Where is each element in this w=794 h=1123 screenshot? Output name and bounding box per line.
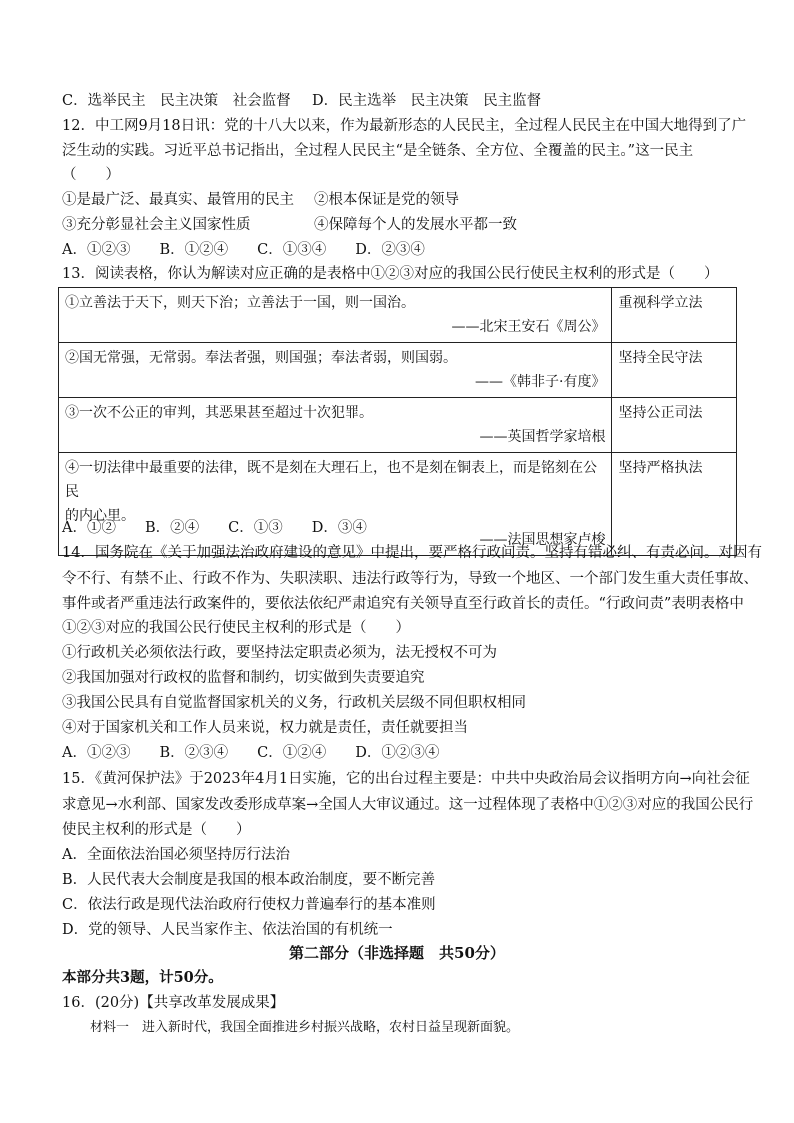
- table-cell-label: 坚持全民守法: [612, 343, 737, 398]
- q15-option-c: C．依法行政是现代法治政府行使权力普遍奉行的基本准则: [62, 897, 436, 913]
- q15-stem-line3: 使民主权利的形式是（ ）: [62, 822, 251, 838]
- q15-option-b: B．人民代表大会制度是我国的根本政治制度，要不断完善: [62, 872, 436, 888]
- q15-stem-line2: 求意见→水利部、国家发改委形成草案→全国人大审议通过。这一过程体现了表格中①②③对应的我国公民行: [62, 797, 754, 813]
- table-cell-label: 坚持公正司法: [612, 398, 737, 453]
- q16-material-1: 材料一 进入新时代，我国全面推进乡村振兴战略，农村日益呈现新面貌。: [90, 1020, 520, 1035]
- q14-stem-line1: 14．国务院在《关于加强法治政府建设的意见》中提出，要严格行政问责。坚持有错必纠、有责必问。对因有: [62, 545, 762, 561]
- q15-stem-line1: 15．《黄河保护法》于2023年4月1日实施，它的出台过程主要是：中共中央政治局会议指明方向→向社会征: [62, 771, 750, 787]
- quote-source: ——法国思想家卢梭: [479, 532, 606, 548]
- section-note: 本部分共3题，计50分。: [62, 969, 223, 986]
- q15-option-d: D．党的领导、人民当家作主、依法治国的有机统一: [62, 922, 393, 938]
- quote-text-cont: 的内心里。: [65, 508, 135, 524]
- q14-statement-4: ④对于国家机关和工作人员来说，权力就是责任，责任就要担当: [62, 720, 468, 736]
- table-row: [59, 343, 737, 398]
- q12-statement-2: ②根本保证是党的领导: [314, 192, 459, 208]
- table-row: [59, 288, 737, 343]
- q13-options: A．①② B．②④ C．①③ D．③④: [62, 520, 367, 536]
- q13-stem: 13．阅读表格，你认为解读对应正确的是表格中①②③对应的我国公民行使民主权利的形式是（ ）: [62, 266, 719, 282]
- table-cell-quote: [59, 343, 612, 398]
- quote-source: ——北宋王安石《周公》: [451, 319, 606, 335]
- quote-source: ——英国哲学家培根: [479, 429, 606, 445]
- q13-table: [58, 287, 737, 556]
- q12-statement-3: ③充分彰显社会主义国家性质: [62, 217, 251, 233]
- table-cell-label: 重视科学立法: [612, 288, 737, 343]
- q11-option-c: C．选举民主 民主决策 社会监督: [62, 93, 291, 109]
- table-cell-label: 坚持严格执法: [612, 453, 737, 556]
- quote-text: ④一切法律中最重要的法律，既不是刻在大理石上，也不是刻在铜表上，而是铭刻在公民: [65, 460, 597, 500]
- table-cell-quote: [59, 288, 612, 343]
- table-cell-quote: [59, 398, 612, 453]
- table-row: [59, 453, 737, 556]
- q14-stem-line3: 事件或者严重违法行政案件的，要依法依纪严肃追究有关领导直至行政首长的责任。“行政问责”表明表格中: [62, 596, 744, 612]
- q14-options: A．①②③ B．②③④ C．①②④ D．①②③④: [62, 745, 440, 761]
- q15-option-a: A．全面依法治国必须坚持厉行法治: [62, 847, 290, 863]
- quote-text: ②国无常强，无常弱。奉法者强，则国强；奉法者弱，则国弱。: [65, 350, 457, 366]
- q14-statement-2: ②我国加强对行政权的监督和制约，切实做到失责要追究: [62, 670, 425, 686]
- section-title: 第二部分（非选择题 共50分）: [289, 944, 505, 962]
- q14-statement-3: ③我国公民具有自觉监督国家机关的义务，行政机关层级不同但职权相同: [62, 695, 526, 711]
- q14-stem-line2: 令不行、有禁不止、行政不作为、失职渎职、违法行政等行为，导致一个地区、一个部门发生重大责任事故、: [62, 571, 758, 587]
- table-row: [59, 398, 737, 453]
- quote-text: ③一次不公正的审判，其恶果甚至超过十次犯罪。: [65, 405, 373, 421]
- q11-option-d: D．民主选举 民主决策 民主监督: [312, 93, 542, 109]
- quote-source: ——《韩非子·有度》: [475, 374, 606, 390]
- q12-stem-line3: （ ）: [62, 167, 120, 183]
- q12-statement-1: ①是最广泛、最真实、最管用的民主: [62, 192, 294, 208]
- quote-text: ①立善法于天下，则天下治；立善法于一国，则一国治。: [65, 295, 415, 311]
- q12-stem-line1: 12．中工网9月18日讯：党的十八大以来，作为最新形态的人民民主，全过程人民民主在中国大地得到了广: [62, 118, 747, 134]
- q12-stem-line2: 泛生动的实践。习近平总书记指出，全过程人民民主“是全链条、全方位、全覆盖的民主。”这一民主: [62, 143, 694, 159]
- q14-statement-1: ①行政机关必须依法行政，要坚持法定职责必须为，法无授权不可为: [62, 645, 497, 661]
- q16-heading: 16．(20分)【共享改革发展成果】: [62, 995, 285, 1011]
- q12-statement-4: ④保障每个人的发展水平都一致: [314, 217, 517, 233]
- q14-stem-line4: ①②③对应的我国公民行使民主权利的形式是（ ）: [62, 620, 410, 636]
- table-cell-quote: [59, 453, 612, 556]
- q12-options: A．①②③ B．①②④ C．①③④ D．②③④: [62, 242, 425, 258]
